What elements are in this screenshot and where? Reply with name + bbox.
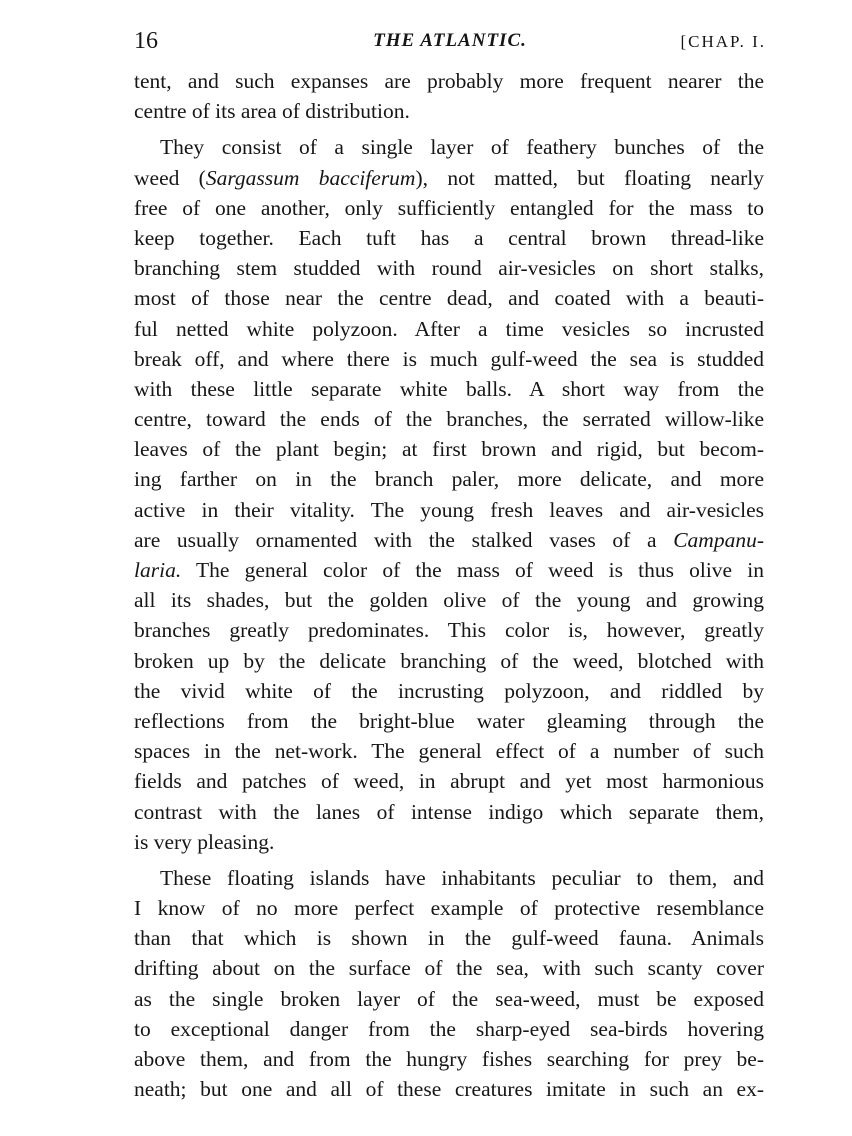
- text-line: [134, 766, 764, 796]
- text-line: [134, 374, 764, 404]
- line-text: are usually ornamented with the stalked vases of a: [134, 527, 674, 552]
- text-line: [134, 163, 764, 193]
- chapter-label: [CHAP. I.: [680, 32, 766, 51]
- line-text: is very pleasing.: [134, 829, 275, 854]
- text-line: [134, 827, 764, 857]
- line-text: active in their vitality. The young fresh leaves and air-vesicles: [134, 497, 764, 522]
- line-text: ful netted white polyzoon. After a time vesicles so incrusted: [134, 316, 764, 341]
- line-text: most of those near the centre dead, and coated with a beauti-: [134, 286, 764, 311]
- text-line: [134, 984, 764, 1014]
- text-line: [134, 585, 764, 615]
- text-line: [134, 253, 764, 283]
- line-text: reflections from the bright-blue water gleaming through the: [134, 708, 764, 733]
- text-line: [134, 736, 764, 766]
- text-line: [134, 1074, 764, 1104]
- line-text: free of one another, only sufficiently entangled for the mass to: [134, 195, 764, 220]
- line-text: The general color of the mass of weed is thus olive in: [181, 558, 764, 582]
- text-line: [134, 283, 764, 313]
- italic-term: Campanu-: [673, 527, 764, 552]
- text-line: [134, 1014, 764, 1044]
- line-text: fields and patches of weed, in abrupt and yet most harmonious: [134, 769, 764, 794]
- text-line: [134, 893, 764, 923]
- line-text: centre of its area of distribution.: [134, 99, 410, 124]
- running-header: [134, 28, 766, 62]
- line-text: with these little separate white balls. A short way from the: [134, 376, 764, 401]
- line-text: as the single broken layer of the sea-weed, must be exposed: [134, 986, 764, 1011]
- line-text: branching stem studded with round air-vesicles on short stalks,: [134, 256, 764, 281]
- line-text: ing farther on in the branch paler, more delicate, and more: [134, 467, 764, 492]
- text-line: [134, 615, 764, 645]
- text-line: [134, 676, 764, 706]
- line-text: spaces in the net-work. The general effect of a number of such: [134, 739, 764, 764]
- line-text: They consist of a single layer of feathery bunches of the: [160, 135, 764, 160]
- line-text: above them, and from the hungry fishes searching for prey be-: [134, 1047, 764, 1071]
- text-line: [134, 923, 764, 953]
- text-line: [134, 96, 764, 126]
- line-text: ), not matted, but floating nearly: [415, 165, 764, 190]
- line-text: contrast with the lanes of intense indigo which separate them,: [134, 799, 764, 824]
- italic-term: Sargassum bacciferum: [205, 165, 416, 190]
- text-line: [134, 495, 764, 525]
- text-line: [134, 797, 764, 827]
- line-text: than that which is shown in the gulf-weed fauna. Animals: [134, 926, 764, 951]
- text-line: [134, 706, 764, 736]
- line-text: weed (: [134, 165, 206, 190]
- text-line: [134, 193, 764, 223]
- italic-term: laria.: [134, 558, 182, 582]
- line-text: These floating islands have inhabitants peculiar to them, and: [160, 865, 764, 890]
- paragraph: [134, 132, 764, 857]
- line-text: broken up by the delicate branching of the weed, blotched with: [134, 648, 764, 673]
- text-line: [134, 223, 764, 253]
- line-text: branches greatly predominates. This color is, however, greatly: [134, 618, 764, 643]
- page-number: 16: [134, 28, 158, 54]
- line-text: leaves of the plant begin; at first brown and rigid, but becom-: [134, 437, 764, 462]
- body-text: [134, 66, 764, 1104]
- text-line: [134, 525, 764, 555]
- text-line: [134, 132, 764, 162]
- line-text: to exceptional danger from the sharp-eyed sea-birds hovering: [134, 1016, 764, 1041]
- paragraph: [134, 66, 764, 126]
- line-text: keep together. Each tuft has a central brown thread-like: [134, 225, 764, 250]
- running-title: THE ATLANTIC.: [373, 30, 527, 51]
- text-line: [134, 434, 764, 464]
- text-line: [134, 464, 764, 494]
- paragraph: [134, 863, 764, 1105]
- text-line: [134, 344, 764, 374]
- line-text: break off, and where there is much gulf-weed the sea is studded: [134, 346, 764, 371]
- line-text: centre, toward the ends of the branches, the serrated willow-like: [134, 407, 764, 432]
- text-line: [134, 1044, 764, 1074]
- line-text: neath; but one and all of these creatures imitate in such an ex-: [134, 1077, 764, 1102]
- text-line: [134, 555, 764, 585]
- text-line: [134, 404, 764, 434]
- line-text: I know of no more perfect example of protective resemblance: [134, 896, 764, 921]
- text-line: [134, 646, 764, 676]
- text-line: [134, 314, 764, 344]
- line-text: drifting about on the surface of the sea, with such scanty cover: [134, 956, 764, 981]
- text-line: [134, 953, 764, 983]
- text-line: [134, 66, 764, 96]
- line-text: the vivid white of the incrusting polyzoon, and riddled by: [134, 678, 764, 703]
- text-line: [134, 863, 764, 893]
- line-text: tent, and such expanses are probably more frequent nearer the: [134, 69, 764, 93]
- line-text: all its shades, but the golden olive of the young and growing: [134, 588, 764, 613]
